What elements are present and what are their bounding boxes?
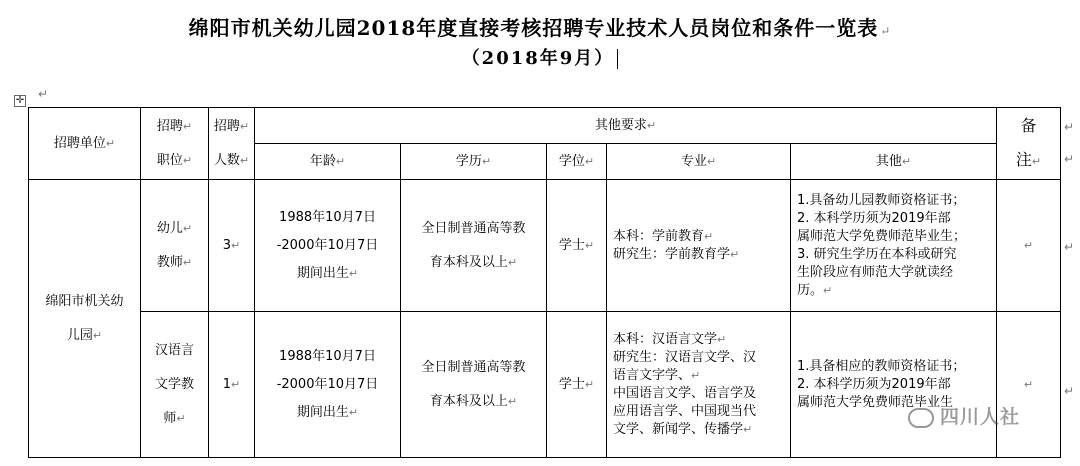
row-end-mark: ↵ [1064, 384, 1075, 398]
degree-cell: 学士↵ [547, 312, 607, 458]
education-cell: 全日制普通高等教 育本科及以上↵ [401, 180, 547, 312]
document-title: 绵阳市机关幼儿园2018年度直接考核招聘专业技术人员岗位和条件一览表 ↵ [188, 16, 892, 40]
degree-cell: 学士↵ [547, 180, 607, 312]
major-cell: 本科：汉语言文学↵ 研究生：汉语言文学、汉 语言文字学、↵ 中国语言文学、语言学及 应用语言学、中国现当代 文学、新闻学、传播学↵ [607, 312, 791, 458]
table-move-handle-icon[interactable]: ✛ [15, 95, 25, 106]
recruitment-table [28, 107, 1061, 458]
table-row [29, 180, 1061, 312]
row-end-mark: ↵ [1064, 120, 1075, 134]
header-education: 学历↵ [401, 144, 547, 180]
remark-cell: ↵ [997, 312, 1061, 458]
header-position: 招聘↵ 职位↵ [141, 108, 209, 180]
wechat-icon [908, 408, 934, 428]
count-cell: 1↵ [209, 312, 255, 458]
row-end-mark: ↵ [1064, 240, 1075, 254]
others-cell: 1.具备相应的教师资格证书； 2. 本科学历须为2019年部 属师范大学免费师范毕业生 [791, 312, 997, 458]
header-others: 其他↵ [791, 144, 997, 180]
header-major: 专业↵ [607, 144, 791, 180]
header-remark: 备 注↵ [997, 108, 1061, 180]
paragraph-mark: ↵ [38, 87, 49, 101]
remark-cell: ↵ [997, 180, 1061, 312]
row-end-mark: ↵ [1064, 152, 1075, 166]
age-cell: 1988年10月7日 -2000年10月7日 期间出生↵ [255, 180, 401, 312]
count-cell: 3↵ [209, 180, 255, 312]
header-degree: 学位↵ [547, 144, 607, 180]
header-count: 招聘↵ 人数↵ [209, 108, 255, 180]
watermark: 四川人社 [908, 402, 1020, 429]
header-other-requirements: 其他要求↵ [255, 108, 997, 144]
unit-name: 绵阳市机关幼 儿园↵ [29, 180, 141, 458]
header-unit: 招聘单位↵ [29, 108, 141, 180]
education-cell: 全日制普通高等教 育本科及以上↵ [401, 312, 547, 458]
others-cell: 1.具备幼儿园教师资格证书； 2. 本科学历须为2019年部 属师范大学免费师范毕业生； 3. 研究生学历在本科或研究 生阶段应有师范大学就读经 历。↵ [791, 180, 997, 312]
document-subtitle: （2018年9月） [0, 44, 1080, 70]
header-age: 年龄↵ [255, 144, 401, 180]
age-cell: 1988年10月7日 -2000年10月7日 期间出生↵ [255, 312, 401, 458]
major-cell: 本科：学前教育↵ 研究生：学前教育学↵ [607, 180, 791, 312]
text-cursor [617, 49, 618, 69]
position-cell: 幼儿↵ 教师↵ [141, 180, 209, 312]
position-cell: 汉语言 文学教 师↵ [141, 312, 209, 458]
table-row [29, 312, 1061, 458]
